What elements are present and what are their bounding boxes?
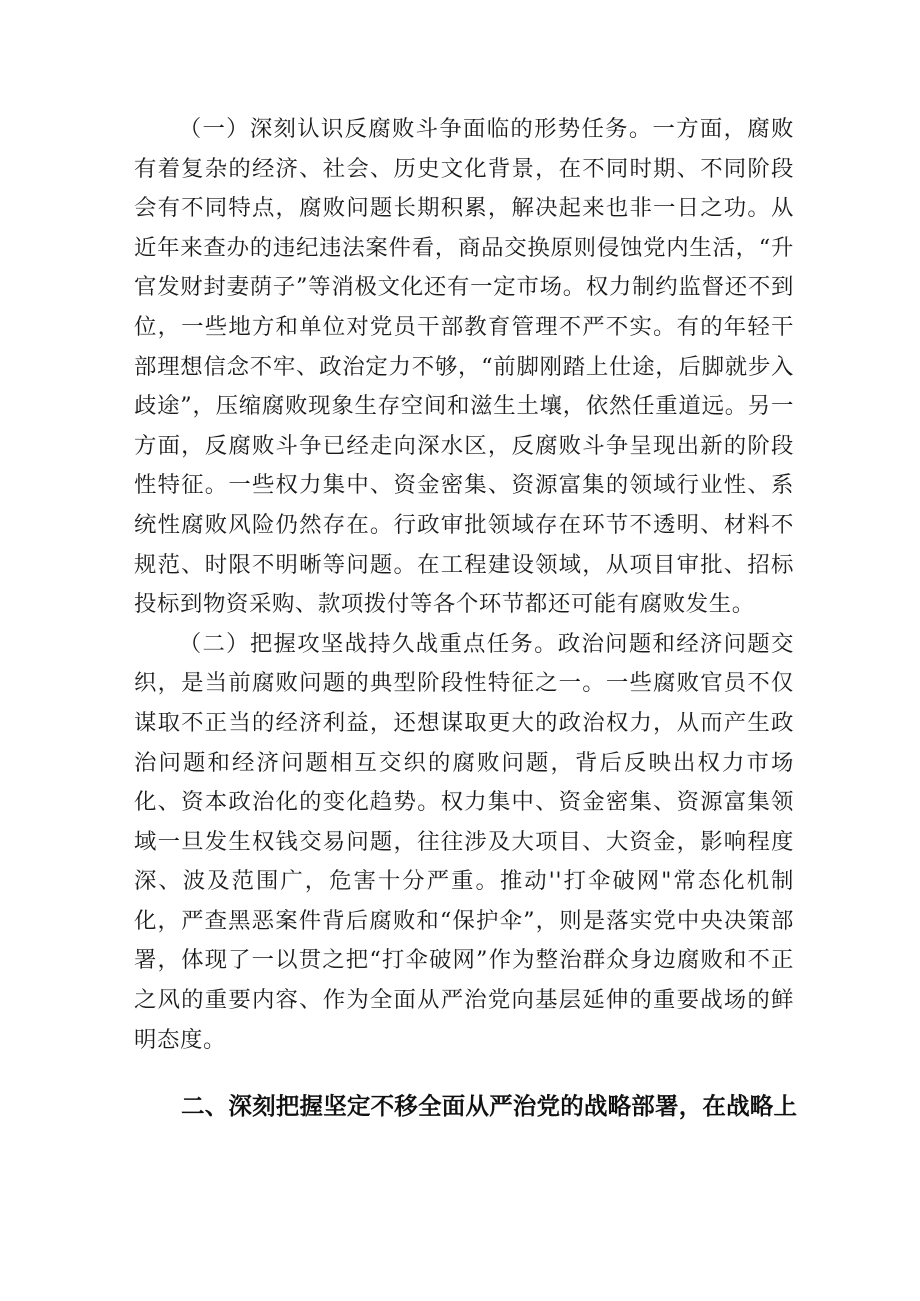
paragraph-key-tasks: （二）把握攻坚战持久战重点任务。政治问题和经济问题交织，是当前腐败问题的典型阶段性特征之一。一些腐败官员不仅谋取不正当的经济利益，还想谋取更大的政治权力，从而产生政治问题和经济问题相互交织的腐败问题，背后反映出权力市场化、资本政治化的变化趋势。权力集中、资金密集、资源富集领域一旦发生权钱交易问题，往往涉及大项目、大资金，影响程度深、波及范围广，危害十分严重。推动''打伞破网"常态化机制化，严查黑恶案件背后腐败和“保护伞”，则是落实党中央决策部署，体现了一以贯之把“打伞破网”作为整治群众身边腐败和不正之风的重要内容、作为全面从严治党向基层延伸的重要战场的鲜明态度。 — [134, 630, 794, 1053]
document-body — [134, 110, 798, 1126]
section-heading-two: 二、深刻把握坚定不移全面从严治党的战略部署，在战略上 — [181, 1092, 798, 1121]
paragraph-situation-tasks: （一）深刻认识反腐败斗争面临的形势任务。一方面，腐败有着复杂的经济、社会、历史文化背景，在不同时期、不同阶段会有不同特点，腐败问题长期积累，解决起来也非一日之功。从近年来查办的违纪违法案件看，商品交换原则侵蚀党内生活，“升官发财封妻荫子”等消极文化还有一定市场。权力制约监督还不到位，一些地方和单位对党员干部教育管理不严不实。有的年轻干部理想信念不牢、政治定力不够，“前脚刚踏上仕途，后脚就步入歧途”，压缩腐败现象生存空间和滋生土壤，依然任重道远。另一方面，反腐败斗争已经走向深水区，反腐败斗争呈现出新的阶段性特征。一些权力集中、资金密集、资源富集的领域行业性、系统性腐败风险仍然存在。行政审批领域存在环节不透明、材料不规范、时限不明晰等问题。在工程建设领域，从项目审批、招标投标到物资采购、款项拨付等各个环节都还可能有腐败发生。 — [134, 116, 794, 618]
